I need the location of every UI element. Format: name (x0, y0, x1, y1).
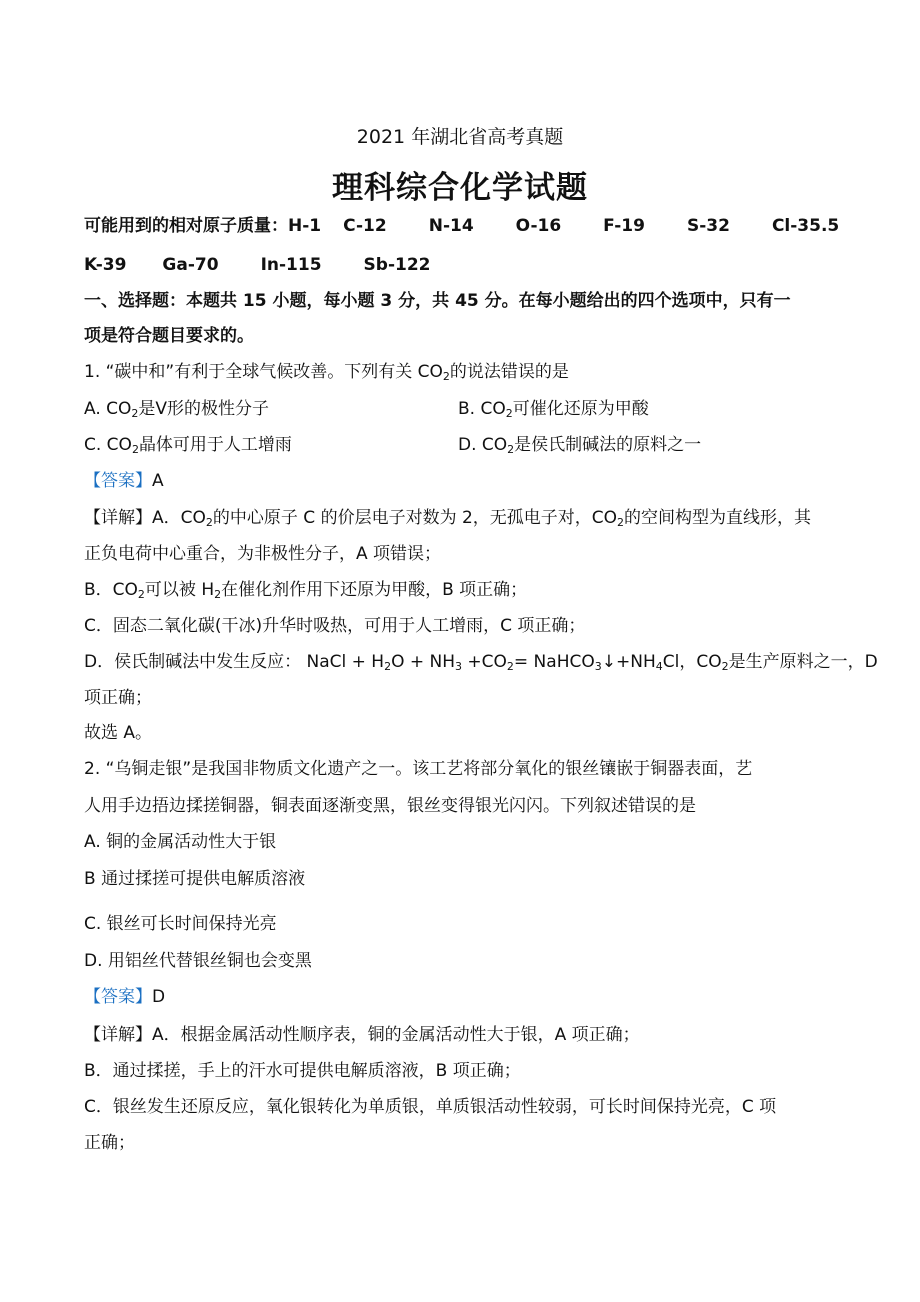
section-heading-line-1: 一、选择题：本题共 15 小题，每小题 3 分，共 45 分。在每小题给出的四个选项中，只有一 (84, 291, 791, 311)
mass-c: C-12 (343, 216, 387, 236)
detail-tag: 【详解】 (84, 1025, 152, 1045)
q2-answer (84, 986, 165, 1008)
q1-detail-line-4: C．固态二氧化碳(干冰)升华时吸热，可用于人工增雨，C 项正确； (84, 616, 586, 636)
atomic-mass-row-2 (84, 254, 473, 276)
mass-f: F-19 (603, 216, 645, 236)
q1-detail-line-3: B．$CO_2$可以被 $H_2$在催化剂作用下还原为甲酸，B 项正确； (84, 580, 528, 601)
atomic-mass-label: 可能用到的相对原子质量： (84, 216, 288, 236)
atomic-mass-row-1 (84, 215, 839, 237)
q1-detail-line-6: 项正确； (84, 688, 152, 708)
q2-option-c: C. 银丝可长时间保持光亮 (84, 914, 277, 934)
section-heading-line-2: 项是符合题目要求的。 (84, 326, 254, 346)
answer-value: A (152, 471, 164, 491)
q2-stem-line-2: 人用手边捂边揉搓铜器，铜表面逐渐变黑，银丝变得银光闪闪。下列叙述错误的是 (84, 796, 696, 816)
mass-in: In-115 (260, 255, 322, 275)
q1-option-c: C. $CO_2$晶体可用于人工增雨 (84, 435, 292, 456)
q2-option-a: A. 铜的金属活动性大于银 (84, 832, 277, 852)
mass-ga: Ga-70 (162, 255, 219, 275)
mass-k: K-39 (84, 255, 127, 275)
mass-cl: Cl-35.5 (771, 216, 840, 236)
q1-conclusion: 故选 A。 (84, 723, 153, 743)
q2-stem-line-1: 2. “乌铜走银”是我国非物质文化遗产之一。该工艺将部分氧化的银丝镶嵌于铜器表面，艺 (84, 759, 753, 779)
q2-detail-line-4: 正确； (84, 1133, 135, 1153)
q1-option-d: D. $CO_2$是侯氏制碱法的原料之一 (458, 435, 702, 456)
q2-detail-line-2: B．通过揉搓，手上的汗水可提供电解质溶液，B 项正确； (84, 1061, 521, 1081)
q2-detail-line-1: 【详解】A．根据金属活动性顺序表，铜的金属活动性大于银，A 项正确； (84, 1025, 640, 1045)
q1-stem: 1. “碳中和”有利于全球气候改善。下列有关 $CO_2$的说法错误的是 (84, 362, 569, 383)
q1-option-b: B. $CO_2$可催化还原为甲酸 (458, 399, 649, 420)
q2-option-b: B 通过揉搓可提供电解质溶液 (84, 869, 306, 889)
q2-detail-line-3: C．银丝发生还原反应，氧化银转化为单质银，单质银活动性较弱，可长时间保持光亮，C 项 (84, 1097, 777, 1117)
answer-tag: 【答案】 (84, 471, 152, 491)
q1-option-a: A. $CO_2$是Ⅴ形的极性分子 (84, 399, 270, 420)
q1-detail-line-5: D．侯氏制碱法中发生反应： NaCl + $H_2O + NH_3 +CO_2=$ $NaHCO_3↓+NH_4Cl$，$CO_2$是生产原料之一，D (84, 652, 878, 673)
mass-sb: Sb-122 (363, 255, 431, 275)
mass-n: N-14 (428, 216, 474, 236)
exam-subtitle: 2021 年湖北省高考真题 (356, 126, 564, 148)
detail-tag: 【详解】 (84, 508, 152, 528)
answer-tag: 【答案】 (84, 987, 152, 1007)
mass-h: H-1 (288, 216, 322, 236)
q1-detail-line-1: 【详解】A．$CO_2$的中心原子 C 的价层电子对数为 2，无孤电子对，$CO_2$的空间构型为直线形，其 (84, 508, 812, 529)
mass-s: S-32 (686, 216, 730, 236)
exam-title: 理科综合化学试题 (332, 170, 588, 206)
q1-answer (84, 470, 164, 492)
q1-detail-line-2: 正负电荷中心重合，为非极性分子，A 项错误； (84, 544, 442, 564)
mass-o: O-16 (515, 216, 562, 236)
q2-option-d: D. 用铝丝代替银丝铜也会变黑 (84, 951, 312, 971)
answer-value: D (152, 987, 166, 1007)
